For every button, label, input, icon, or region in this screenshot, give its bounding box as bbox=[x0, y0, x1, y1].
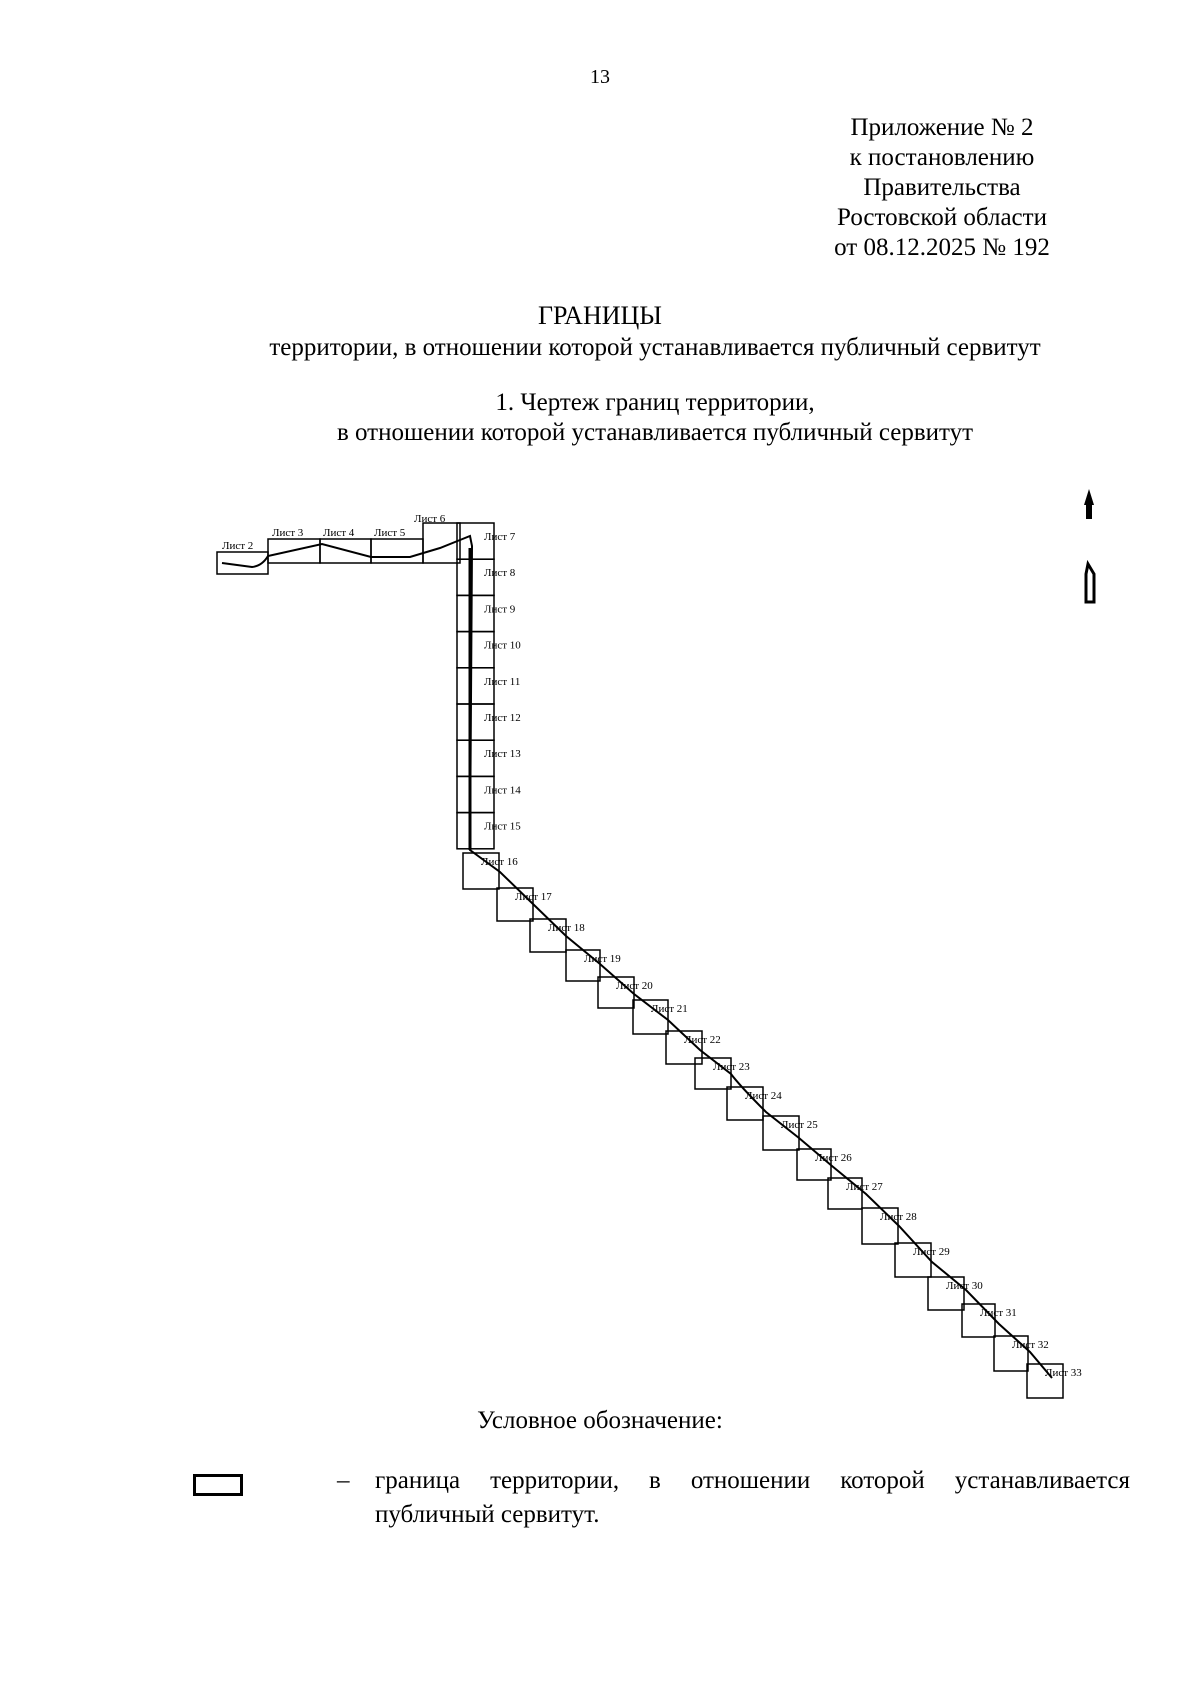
sheet-label: Лист 6 bbox=[414, 513, 446, 525]
sheet-label: Лист 3 bbox=[272, 527, 304, 539]
sheet-label: Лист 14 bbox=[484, 784, 521, 797]
sheet-label: Лист 29 bbox=[913, 1246, 950, 1258]
sheet-label: Лист 22 bbox=[684, 1034, 721, 1046]
appendix-line-5: от 08.12.2025 № 192 bbox=[834, 234, 1050, 261]
legend-description-line-1: граница территории, в отношении которой устанавливается bbox=[375, 1467, 1130, 1494]
sheet-label: Лист 20 bbox=[616, 980, 653, 992]
legend-boundary-symbol bbox=[193, 1474, 243, 1496]
sheet-label: Лист 31 bbox=[980, 1307, 1017, 1319]
sheet-label: Лист 8 bbox=[484, 567, 516, 580]
appendix-line-3: Правительства bbox=[863, 174, 1021, 201]
sheet-label: Лист 25 bbox=[781, 1119, 818, 1131]
sheet-label: Лист 2 bbox=[222, 540, 254, 552]
sheet-label: Лист 27 bbox=[846, 1181, 883, 1193]
sheet-label: Лист 28 bbox=[880, 1211, 917, 1223]
legend-dash: – bbox=[337, 1467, 350, 1494]
sheet-label: Лист 16 bbox=[481, 856, 518, 868]
appendix-line-4: Ростовской области bbox=[837, 204, 1047, 231]
appendix-line-2: к постановлению bbox=[849, 144, 1035, 171]
north-arrow-icon bbox=[1084, 489, 1094, 602]
sheet-label: Лист 13 bbox=[484, 748, 521, 761]
sheet-label: Лист 9 bbox=[484, 603, 516, 616]
document-subtitle: территории, в отношении которой устанавливается публичный сервитут bbox=[269, 334, 1041, 361]
sheet-label: Лист 18 bbox=[548, 922, 585, 934]
sheet-label: Лист 5 bbox=[374, 527, 406, 539]
legend-title: Условное обозначение: bbox=[477, 1407, 723, 1434]
sheet-frame bbox=[371, 539, 423, 563]
sheet-label: Лист 33 bbox=[1045, 1367, 1082, 1379]
sheet-label: Лист 12 bbox=[484, 712, 521, 724]
sheet-label: Лист 21 bbox=[651, 1003, 688, 1015]
section-heading-line-2: в отношении которой устанавливается публичный сервитут bbox=[336, 419, 974, 446]
sheet-labels bbox=[222, 513, 1082, 1379]
sheet-label: Лист 15 bbox=[484, 820, 521, 833]
sheet-label: Лист 32 bbox=[1012, 1339, 1049, 1351]
sheet-frames bbox=[217, 523, 1063, 1398]
sheet-label: Лист 19 bbox=[584, 953, 621, 965]
sheet-label: Лист 26 bbox=[815, 1152, 852, 1164]
sheet-label: Лист 10 bbox=[484, 639, 521, 652]
sheet-label: Лист 23 bbox=[713, 1061, 750, 1073]
sheet-label: Лист 7 bbox=[484, 531, 516, 543]
sheet-label: Лист 17 bbox=[515, 891, 552, 903]
sheet-label: Лист 30 bbox=[946, 1280, 983, 1292]
section-heading-line-1: 1. Чертеж границ территории, bbox=[495, 389, 815, 416]
page-number: 13 bbox=[590, 66, 610, 88]
sheet-label: Лист 4 bbox=[323, 527, 355, 539]
appendix-line-1: Приложение № 2 bbox=[850, 114, 1034, 141]
sheet-label: Лист 24 bbox=[745, 1090, 782, 1102]
legend-description bbox=[375, 1464, 1130, 1532]
legend-description-line-2: публичный сервитут. bbox=[375, 1501, 600, 1528]
document-title: ГРАНИЦЫ bbox=[538, 301, 662, 330]
sheet-label: Лист 11 bbox=[484, 675, 521, 688]
